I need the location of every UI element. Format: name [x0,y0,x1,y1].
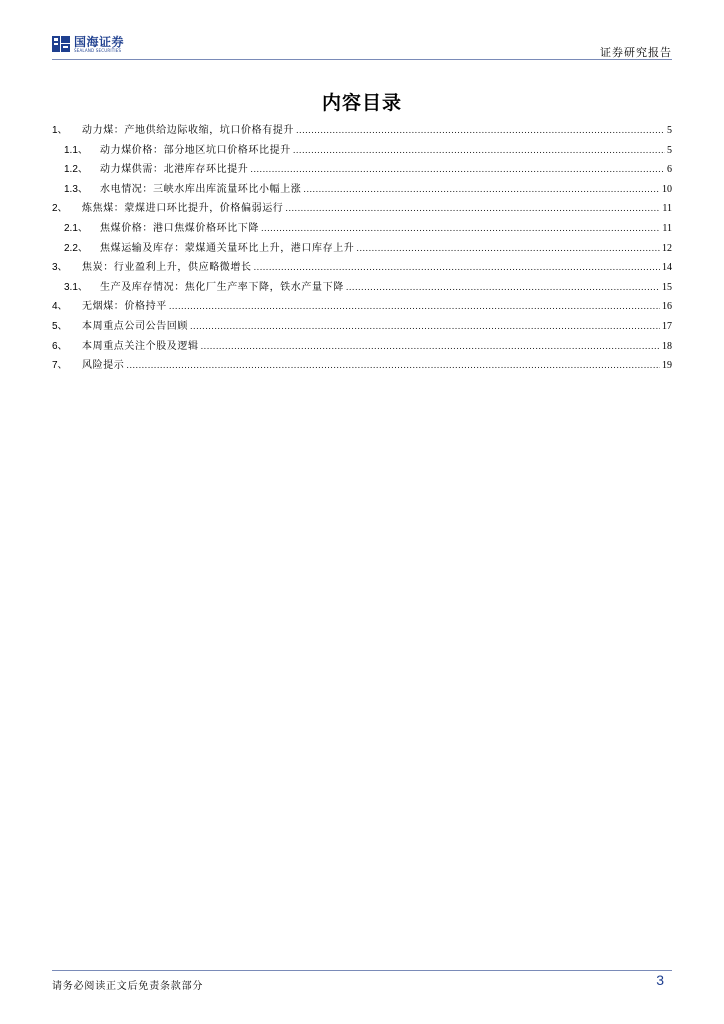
sealand-logo-icon [52,35,70,53]
toc-entry-page: 19 [662,360,672,372]
toc-entry-page: 14 [662,262,672,274]
toc-leader-dots [285,204,660,213]
toc-entry-number: 6、 [52,340,68,352]
toc-entry-page: 5 [667,144,672,156]
toc-entry-number: 4、 [52,301,68,313]
toc-entry-page: 16 [662,301,672,313]
toc-leader-dots [261,224,660,233]
table-of-contents [52,121,672,376]
toc-entry-title: 生产及库存情况：焦化厂生产率下降，铁水产量下降 [100,281,344,293]
toc-entry-title: 炼焦煤：蒙煤进口环比提升，价格偏弱运行 [82,203,284,215]
toc-entry[interactable] [52,219,672,239]
toc-entry-number: 2.2、 [64,242,88,254]
toc-entry-page: 18 [662,340,672,352]
company-logo [52,34,124,54]
toc-leader-dots [303,185,660,194]
toc-entry-number: 3.1、 [64,281,88,293]
toc-entry-page: 17 [662,320,672,332]
toc-entry-page: 11 [662,203,672,215]
toc-leader-dots [201,342,660,351]
footer-page-number: 3 [656,972,664,988]
toc-entry-title: 本周重点公司公告回顾 [82,320,188,332]
toc-entry-title: 水电情况：三峡水库出库流量环比小幅上涨 [100,183,302,195]
toc-entry-page: 6 [667,164,672,176]
toc-entry[interactable] [52,121,672,141]
toc-entry-page: 12 [662,242,672,254]
toc-entry-title: 动力煤供需：北港库存环比提升 [100,164,249,176]
header-divider [52,59,672,60]
toc-entry-title: 无烟煤：价格持平 [82,301,167,313]
toc-entry-title: 焦煤价格：港口焦煤价格环比下降 [100,222,259,234]
page-header [52,30,672,60]
toc-entry-title: 本周重点关注个股及逻辑 [82,340,199,352]
toc-entry-page: 5 [667,125,672,136]
toc-entry-number: 3、 [52,262,68,274]
toc-entry-page: 10 [662,183,672,195]
toc-entry-number: 5、 [52,320,68,332]
toc-leader-dots [356,244,660,253]
footer-divider [52,970,672,971]
toc-entry[interactable] [52,199,672,219]
toc-entry[interactable] [52,356,672,376]
toc-entry-page: 11 [662,222,672,234]
toc-entry-title: 焦煤运输及库存：蒙煤通关量环比上升，港口库存上升 [100,242,355,254]
toc-leader-dots [126,361,660,370]
toc-entry-number: 2、 [52,203,68,215]
toc-entry-title: 动力煤：产地供给边际收缩，坑口价格有提升 [82,125,294,136]
page-title: 内容目录 [321,92,402,114]
toc-leader-dots [190,322,660,331]
toc-entry[interactable] [52,317,672,337]
report-type-label: 证券研究报告 [600,46,672,59]
toc-entry[interactable] [52,180,672,200]
toc-entry-number: 1、 [52,125,68,136]
toc-leader-dots [346,283,660,292]
toc-entry[interactable] [52,258,672,278]
footer-disclaimer: 请务必阅读正文后免责条款部分 [52,981,204,992]
toc-entry-number: 7、 [52,360,68,372]
toc-leader-dots [254,263,660,272]
toc-entry-page: 15 [662,281,672,293]
toc-entry[interactable] [52,337,672,357]
toc-leader-dots [250,165,665,174]
toc-entry[interactable] [52,239,672,259]
toc-leader-dots [293,146,665,155]
toc-entry-title: 动力煤价格：部分地区坑口价格环比提升 [100,144,291,156]
toc-entry[interactable] [52,278,672,298]
toc-entry-title: 风险提示 [82,360,125,372]
toc-entry[interactable] [52,160,672,180]
toc-leader-dots [296,126,665,135]
toc-entry-number: 1.1、 [64,144,88,156]
logo-chinese-name: 国海证券 [74,34,125,49]
toc-entry[interactable] [52,297,672,317]
toc-leader-dots [169,302,660,311]
toc-entry-number: 1.3、 [64,183,88,195]
logo-english-name: SEALAND SECURITIES [74,47,122,53]
toc-entry-number: 1.2、 [64,164,88,176]
toc-entry-title: 焦炭：行业盈利上升，供应略微增长 [82,262,252,274]
toc-entry-number: 2.1、 [64,222,88,234]
toc-entry[interactable] [52,141,672,161]
